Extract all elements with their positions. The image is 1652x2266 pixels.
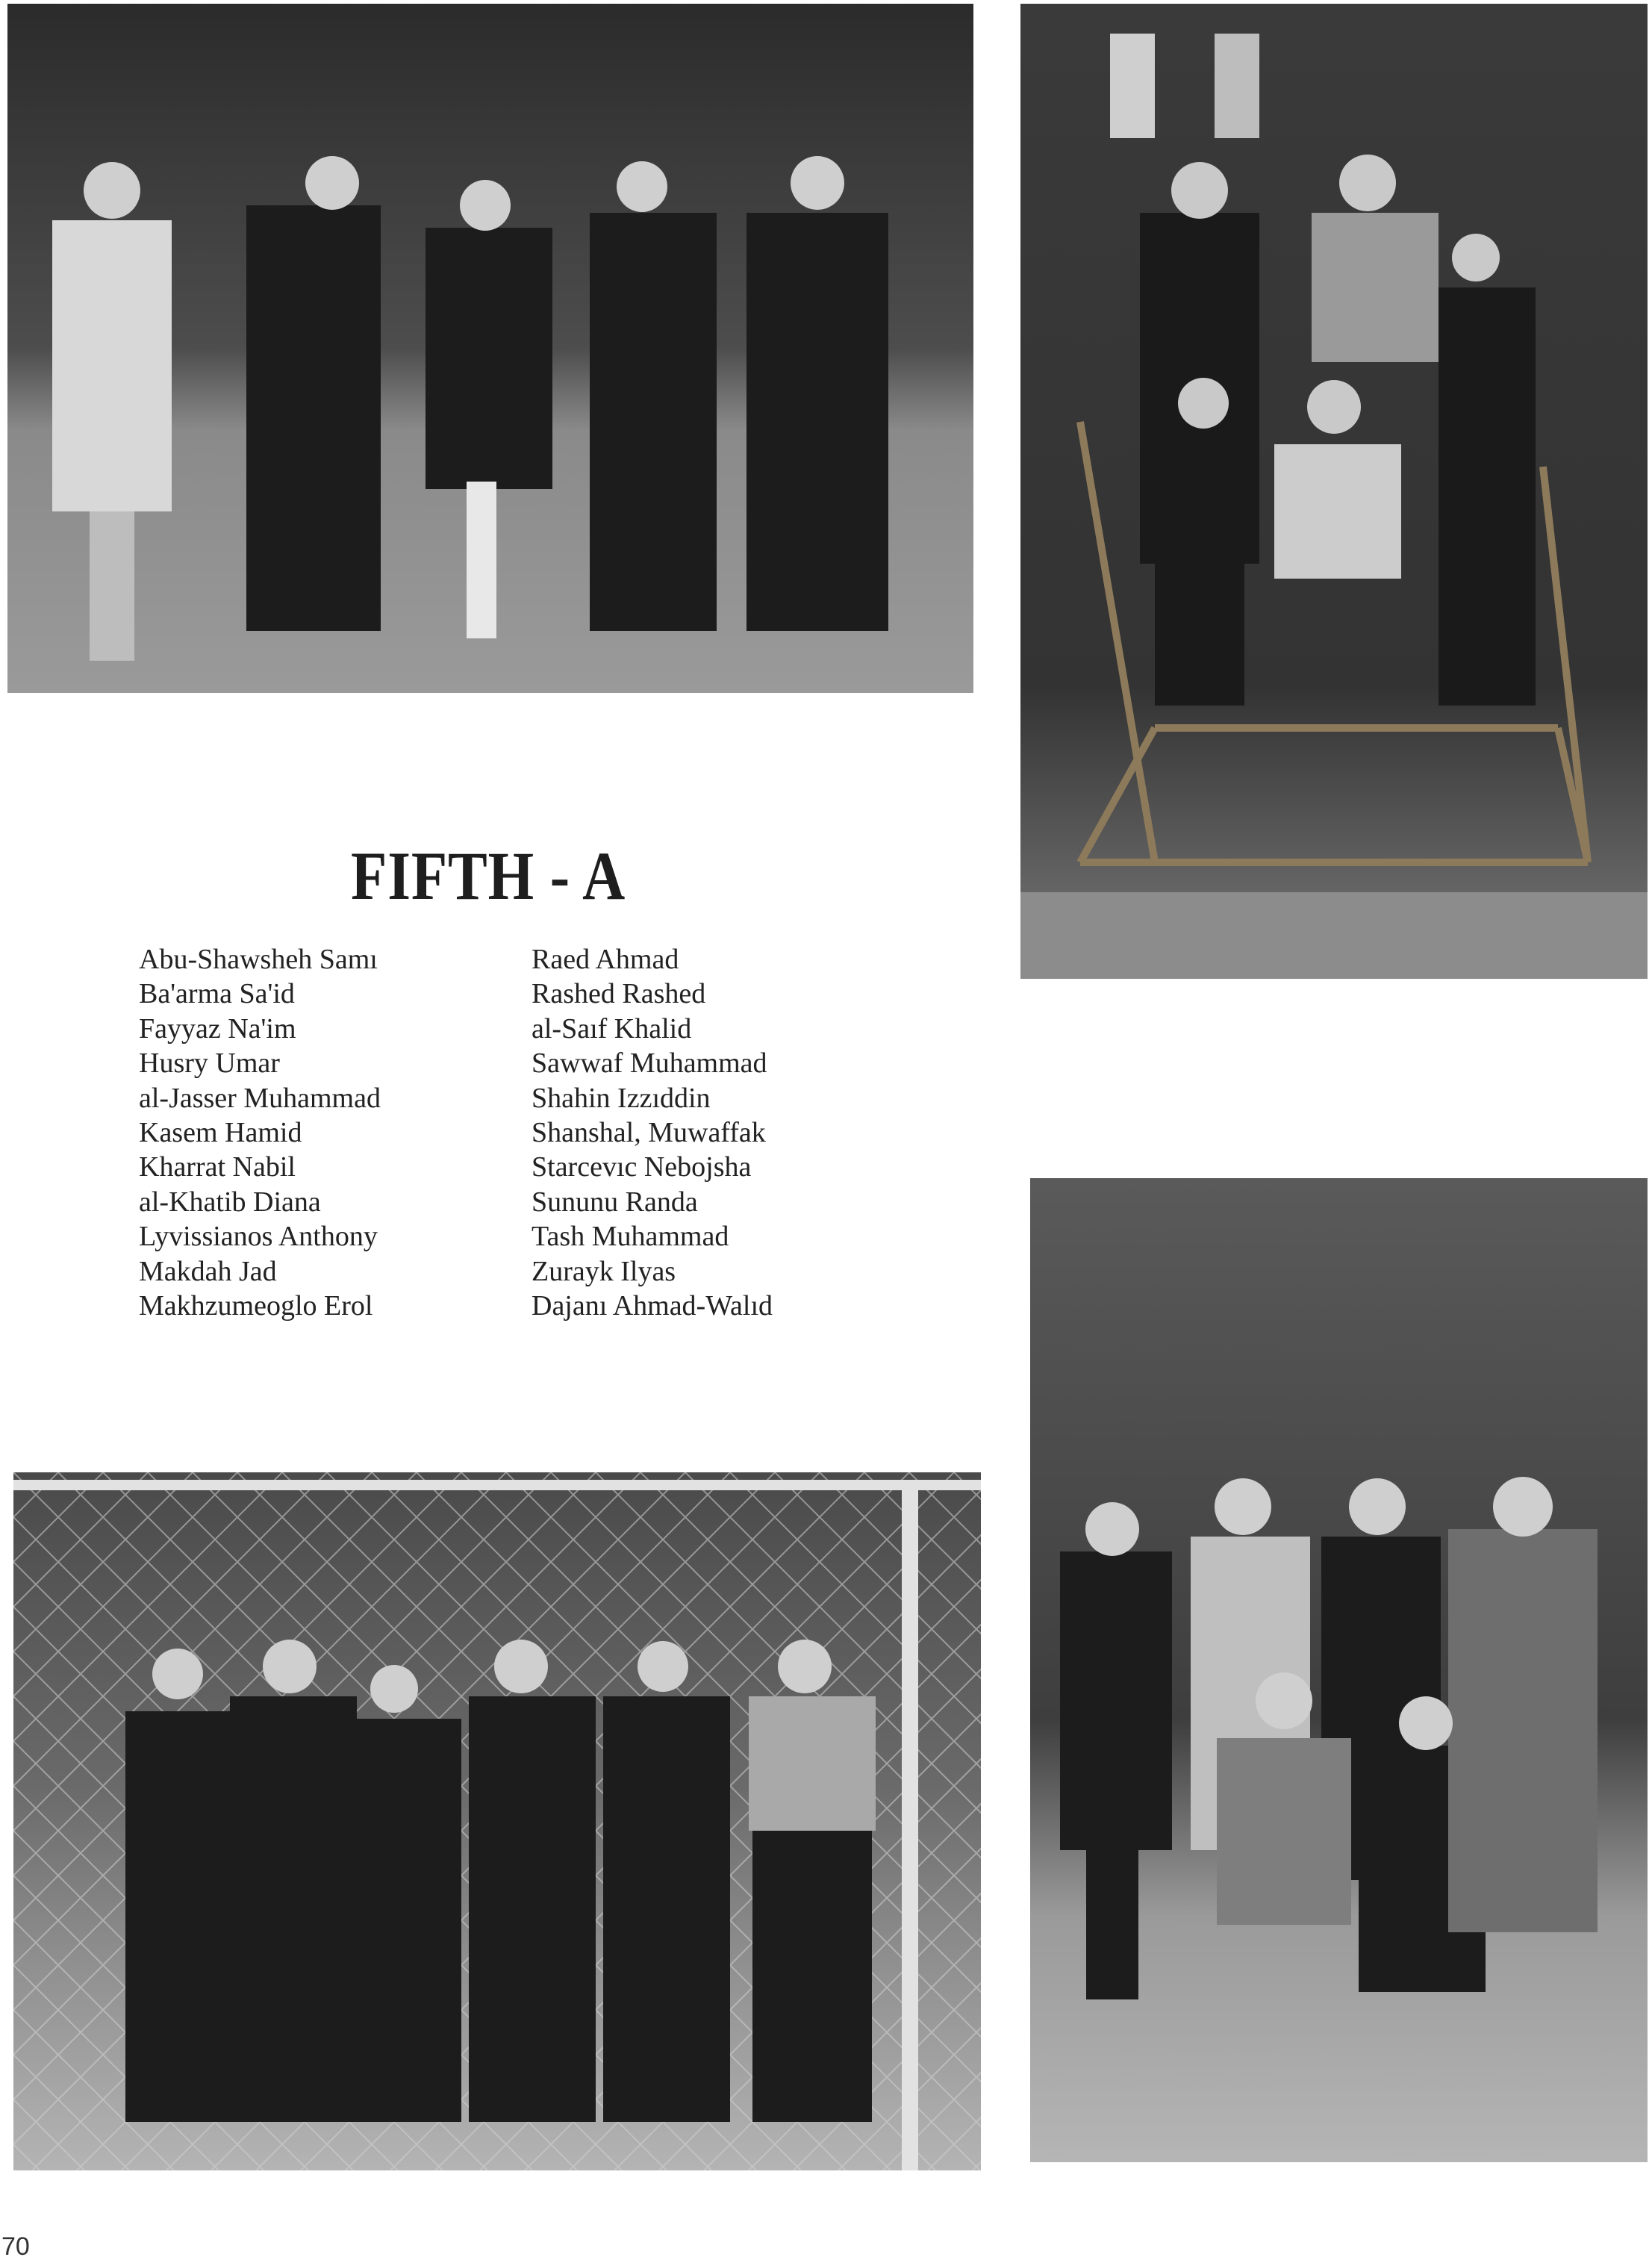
list-item: Abu-Shawsheh Samı xyxy=(139,944,378,975)
list-item: Lyvissianos Anthony xyxy=(139,1221,378,1253)
list-item: Starcevıc Nebojsha xyxy=(532,1151,752,1183)
list-item: Rashed Rashed xyxy=(532,978,706,1010)
list-item: Sawwaf Muhammad xyxy=(532,1048,767,1080)
class-photo-bottom-left xyxy=(13,1472,981,2170)
page-number: 70 xyxy=(1,2232,30,2261)
list-item: Makhzumeoglo Erol xyxy=(139,1290,373,1322)
list-item: al-Khatib Diana xyxy=(139,1186,321,1218)
list-item: Shahin Izzıddin xyxy=(532,1082,711,1114)
list-item: Zurayk Ilyas xyxy=(532,1255,676,1287)
list-item: Kharrat Nabil xyxy=(139,1151,296,1183)
list-item: Dajanı Ahmad-Walıd xyxy=(532,1290,773,1322)
names-list-right xyxy=(532,942,773,1323)
list-item: Ba'arma Sa'id xyxy=(139,978,295,1010)
names-list-left xyxy=(139,942,381,1323)
class-photo-bottom-right xyxy=(1030,1178,1648,2162)
list-item: Husry Umar xyxy=(139,1048,280,1080)
list-item: Fayyaz Na'im xyxy=(139,1012,296,1045)
list-item: Raed Ahmad xyxy=(532,944,679,975)
class-photo-top-left xyxy=(7,4,973,693)
section-title: FIFTH - A xyxy=(351,838,626,914)
list-item: Sununu Randa xyxy=(532,1186,698,1218)
list-item: Shanshal, Muwaffak xyxy=(532,1117,766,1149)
list-item: Kasem Hamid xyxy=(139,1117,302,1149)
class-photo-top-right xyxy=(1020,4,1648,979)
list-item: Tash Muhammad xyxy=(532,1221,729,1253)
list-item: al-Saıf Khalid xyxy=(532,1012,692,1045)
list-item: Makdah Jad xyxy=(139,1255,277,1287)
list-item: al-Jasser Muhammad xyxy=(139,1082,381,1114)
